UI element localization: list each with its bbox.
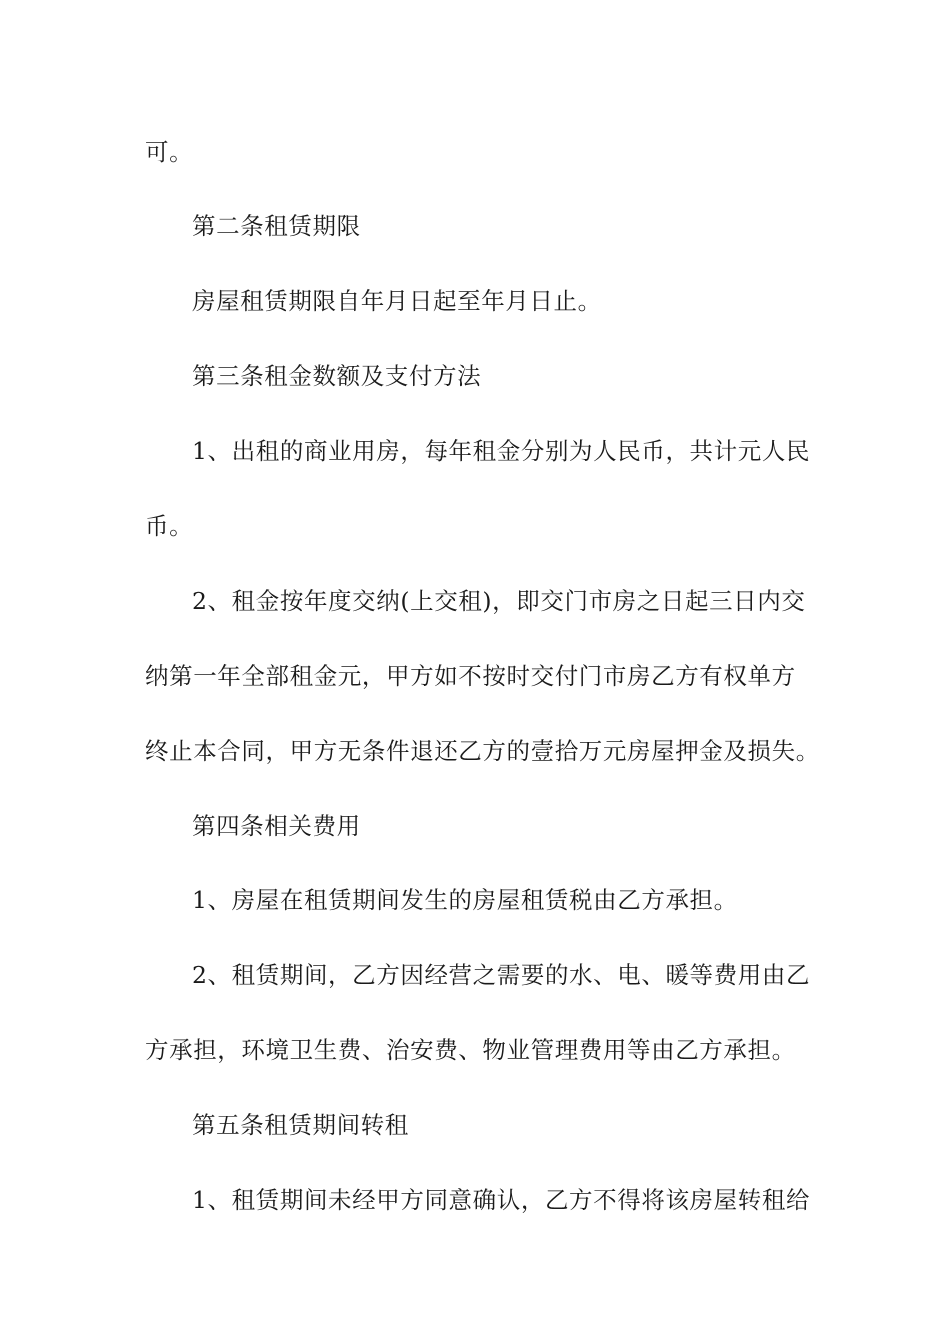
article-3-heading: 第三条租金数额及支付方法 <box>192 362 482 390</box>
article-2-heading: 第二条租赁期限 <box>192 212 361 240</box>
article-5-heading: 第五条租赁期间转租 <box>192 1111 409 1139</box>
text-line: 2、租金按年度交纳(上交租)，即交门市房之日起三日内交 <box>192 587 806 615</box>
text-line: 方承担，环境卫生费、治安费、物业管理费用等由乙方承担。 <box>145 1036 796 1064</box>
text-line: 终止本合同，甲方无条件退还乙方的壹拾万元房屋押金及损失。 <box>145 737 820 765</box>
text-line: 1、房屋在租赁期间发生的房屋租赁税由乙方承担。 <box>192 886 738 914</box>
text-line: 1、出租的商业用房，每年租金分别为人民币，共计元人民 <box>192 437 811 465</box>
text-line: 1、租赁期间未经甲方同意确认，乙方不得将该房屋转租给 <box>192 1186 811 1214</box>
text-line: 房屋租赁期限自年月日起至年月日止。 <box>192 287 602 315</box>
article-4-heading: 第四条相关费用 <box>192 812 361 840</box>
text-line: 2、租赁期间，乙方因经营之需要的水、电、暖等费用由乙 <box>192 961 811 989</box>
text-line: 纳第一年全部租金元，甲方如不按时交付门市房乙方有权单方 <box>145 662 796 690</box>
text-line-continuation: 可。 <box>145 138 194 166</box>
text-line: 币。 <box>145 512 194 540</box>
